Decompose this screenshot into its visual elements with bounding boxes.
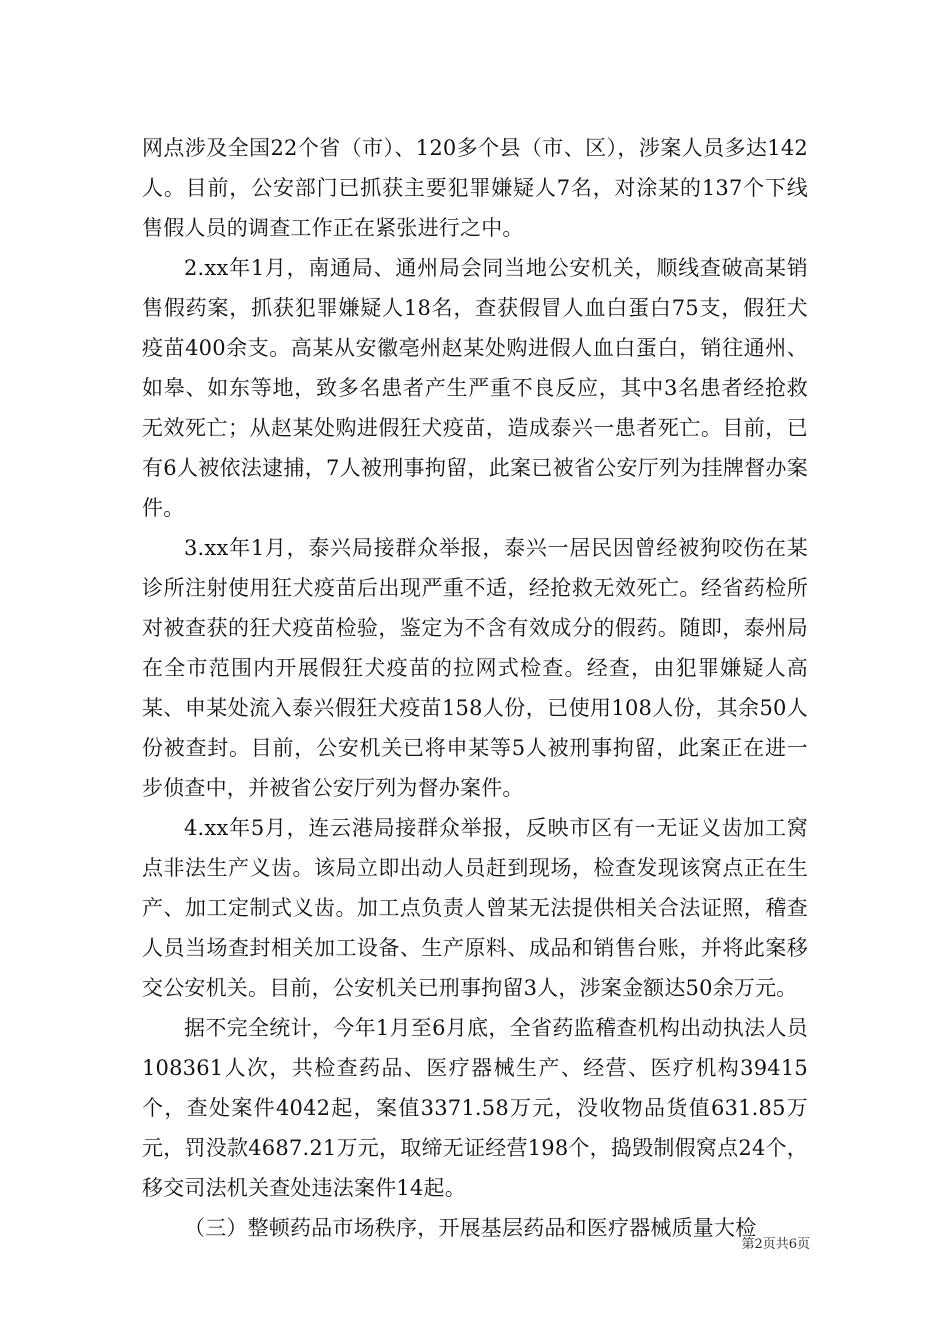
document-body: [142, 128, 808, 1248]
paragraph-statistics: 据不完全统计，今年1月至6月底，全省药监稽查机构出动执法人员108361人次，共检查药品、医疗器械生产、经营、医疗机构39415个，查处案件4042起，案值3371.58万元，没收物品货值631.85万元，罚没款4687.21万元，取缔无证经营198个，捣毁制假窝点24个，移交司法机关查处违法案件14起。: [142, 1016, 808, 1200]
page-number-footer: 第2页共6页: [741, 1237, 810, 1252]
paragraph-continued: 网点涉及全国22个省（市）、120多个县（市、区），涉案人员多达142人。目前，公安部门已抓获主要犯罪嫌疑人7名，对涂某的137个下线售假人员的调查工作正在紧张进行之中。: [142, 136, 808, 240]
section-heading-3: （三）整顿药品市场秩序，开展基层药品和医疗器械质量大检: [184, 1216, 757, 1240]
paragraph-case-2: 2.xx年1月，南通局、通州局会同当地公安机关，顺线查破高某销售假药案，抓获犯罪嫌疑人18名，查获假冒人血白蛋白75支，假狂犬疫苗400余支。高某从安徽亳州赵某处购进假人血白蛋白，销往通州、如皋、如东等地，致多名患者产生严重不良反应，其中3名患者经抢救无效死亡；从赵某处购进假狂犬疫苗，造成泰兴一患者死亡。目前，已有6人被依法逮捕，7人被刑事拘留，此案已被省公安厅列为挂牌督办案件。: [142, 256, 808, 520]
paragraph-case-4: 4.xx年5月，连云港局接群众举报，反映市区有一无证义齿加工窝点非法生产义齿。该局立即出动人员赶到现场，检查发现该窝点正在生产、加工定制式义齿。加工点负责人曾某无法提供相关合法证照，稽查人员当场查封相关加工设备、生产原料、成品和销售台账，并将此案移交公安机关。目前，公安机关已刑事拘留3人，涉案金额达50余万元。: [142, 816, 808, 1000]
paragraph-case-3: 3.xx年1月，泰兴局接群众举报，泰兴一居民因曾经被狗咬伤在某诊所注射使用狂犬疫苗后出现严重不适，经抢救无效死亡。经省药检所对被查获的狂犬疫苗检验，鉴定为不含有效成分的假药。随即，泰州局在全市范围内开展假狂犬疫苗的拉网式检查。经查，由犯罪嫌疑人高某、申某处流入泰兴假狂犬疫苗158人份，已使用108人份，其余50人份被查封。目前，公安机关已将申某等5人被刑事拘留，此案正在进一步侦查中，并被省公安厅列为督办案件。: [142, 536, 808, 800]
